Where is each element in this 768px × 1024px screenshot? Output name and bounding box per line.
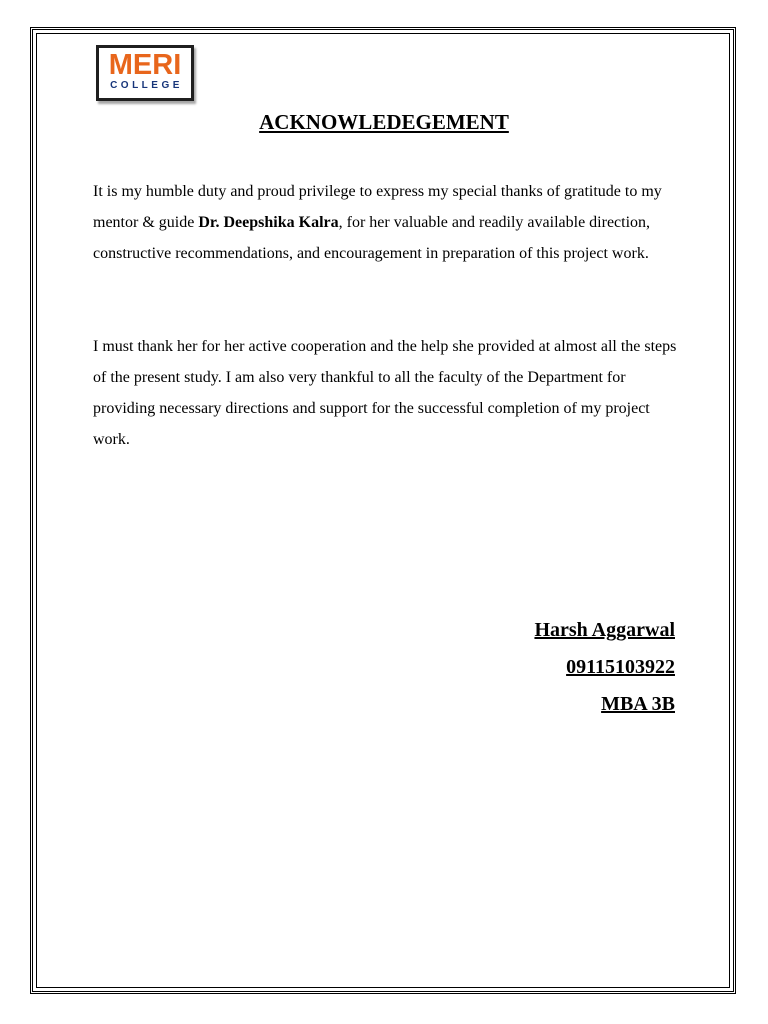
paragraph-gratitude-end: , for her valuable and readily available direction, constructive recommendations, and encouragement in preparation of this project work. [93, 214, 651, 262]
signature-name: Harsh Aggarwal [534, 619, 675, 641]
signature-class: MBA 3B [601, 693, 675, 715]
mentor-name: Dr. Deepshika Kalra [198, 214, 339, 231]
paragraph-thanks: I must thank her for her active cooperation and the help she provided at almost all the steps of the present study. I am also very thankful to all the faculty of the Department for providing necessary directions and support for the successful completion of my project work. [93, 338, 677, 448]
paragraph-gratitude-start: It is my humble duty and proud privilege to express my special thanks of gratitude to my mentor & guide [93, 183, 662, 231]
signature-roll-number: 09115103922 [566, 656, 675, 678]
logo-subtext: COLLEGE [110, 80, 183, 91]
page-title: ACKNOWLEDEGEMENT [259, 110, 509, 134]
college-logo [96, 45, 194, 101]
paragraph-gratitude [93, 176, 683, 269]
logo-word: MERI [108, 49, 182, 81]
signature-block [534, 612, 675, 723]
